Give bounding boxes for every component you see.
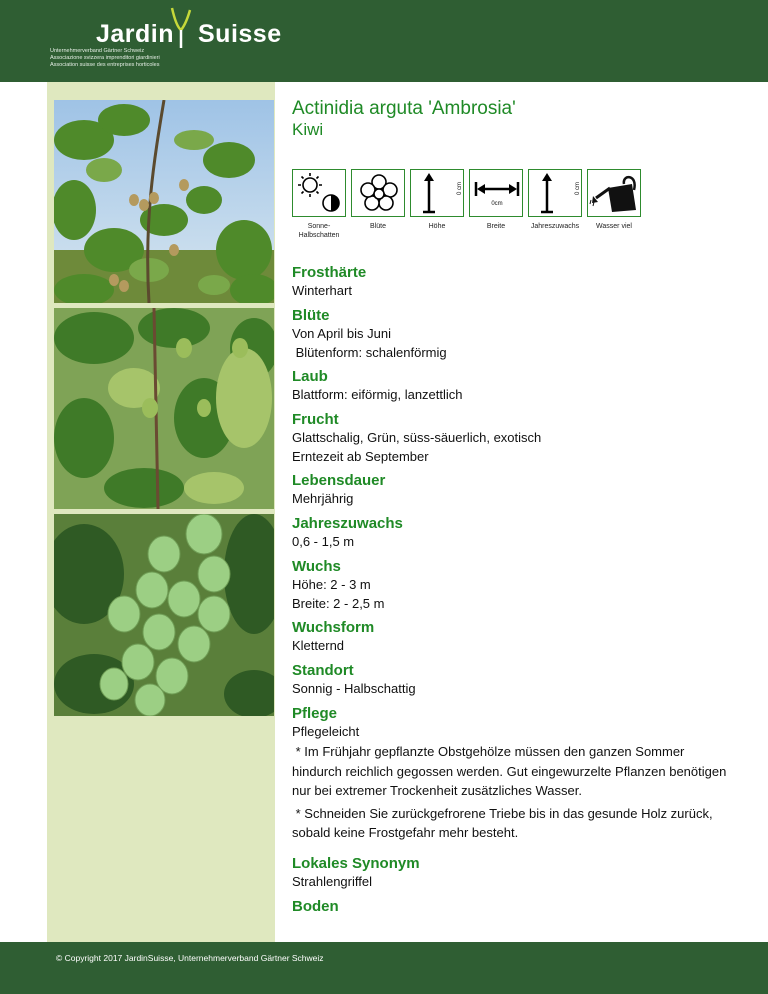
section-jahreszuwachs [292,515,732,550]
watering-can-icon [587,169,641,217]
copyright-text: © Copyright 2017 JardinSuisse, Unternehmerverband Gärtner Schweiz [56,953,324,963]
section-standort [292,662,732,697]
annual-growth-icon [528,169,582,217]
height-icon [410,169,464,217]
jardinsuisse-logo [50,6,280,80]
icon-label: Breite [486,223,506,230]
section-heading: Boden [292,897,339,915]
plant-photo-kiwi-berries [54,514,274,716]
section-heading: Pflege [292,705,338,722]
plant-common-name: Kiwi [292,120,324,139]
section-text: Kletternd [292,638,345,653]
section-frosthaerte [292,264,732,299]
section-heading: Lokales Synonym [292,854,420,872]
section-text: Blattform: eiförmig, lanzettlich [292,387,463,402]
section-text: Sonnig - Halbschattig [292,681,416,696]
logo-wordmark-left: Jardin [96,20,175,48]
section-pflege [292,705,732,843]
logo-wordmark-right: Suisse [198,20,282,48]
logo-tagline: Unternehmerverband Gärtner Schweiz [50,48,145,54]
section-text: Pflegeleicht [292,724,360,739]
section-wuchsform [292,619,732,654]
plant-title-block [292,98,732,140]
icon-label: Höhe [428,223,446,230]
icon-label: Jahreszuwachs [530,223,580,230]
section-heading: Wuchsform [292,619,375,636]
icon-label: Wasser viel [596,223,632,230]
section-heading: Blüte [292,307,330,324]
section-text: Breite: 2 - 2,5 m [292,596,385,611]
section-boden [292,898,732,916]
section-heading: Jahreszuwachs [292,515,403,532]
section-heading: Laub [292,368,328,385]
section-paragraph: * Im Frühjahr gepflanzte Obstgehölze müssen den ganzen Sommer hindurch reichlich gegossen werden. Gut eingewurzelte Pflanzen benötigen nur bei extremer Trockenheit zusätzliches Wasser. [292,744,730,798]
icon-label: Sonne- Halbschatten [298,223,340,239]
section-text: Mehrjährig [292,491,354,506]
plant-botanical-name: Actinidia arguta 'Ambrosia' [292,98,516,119]
plant-details [292,264,732,919]
section-text: Erntezeit ab September [292,449,429,464]
attribute-icon-row [292,169,652,249]
section-paragraph: * Schneiden Sie zurückgefrorene Triebe bis in das gesunde Holz zurück, sobald keine Frostgefahr mehr besteht. [292,805,717,840]
section-text: Winterhart [292,283,352,298]
page-header [0,0,768,82]
section-heading: Wuchs [292,558,341,575]
width-icon [469,169,523,217]
page-footer [0,942,768,994]
section-laub [292,368,732,403]
section-text: Von April bis Juni [292,326,392,341]
section-heading: Frucht [292,411,339,428]
flower-icon [351,169,405,217]
section-heading: Standort [292,662,354,679]
section-heading: Frosthärte [292,264,367,281]
sun-half-shade-icon [292,169,346,217]
logo-tagline: Association suisse des entreprises horticoles [50,62,160,68]
section-lebensdauer [292,472,732,507]
section-wuchs [292,558,732,615]
plant-photo-vine [54,100,274,303]
icon-label: Blüte [370,223,386,230]
section-frucht [292,411,732,468]
logo-tagline: Associazione svizzera imprenditori giardinieri [50,55,160,61]
section-text: Höhe: 2 - 3 m [292,577,371,592]
section-text: 0,6 - 1,5 m [292,534,355,549]
section-lokales-synonym [292,855,732,890]
section-text: Glattschalig, Grün, süss-säuerlich, exotisch [292,430,542,445]
annual-growth-value: 0 cm [575,182,581,196]
section-heading: Lebensdauer [292,472,386,489]
plant-photo-fruit-cluster [54,308,274,509]
section-text: Strahlengriffel [292,873,372,889]
width-value: 0cm [491,201,503,207]
height-value: 0 cm [457,182,463,196]
logo-y-icon [168,6,194,50]
section-bluete [292,307,732,364]
section-text: Blütenform: schalenförmig [292,345,447,360]
